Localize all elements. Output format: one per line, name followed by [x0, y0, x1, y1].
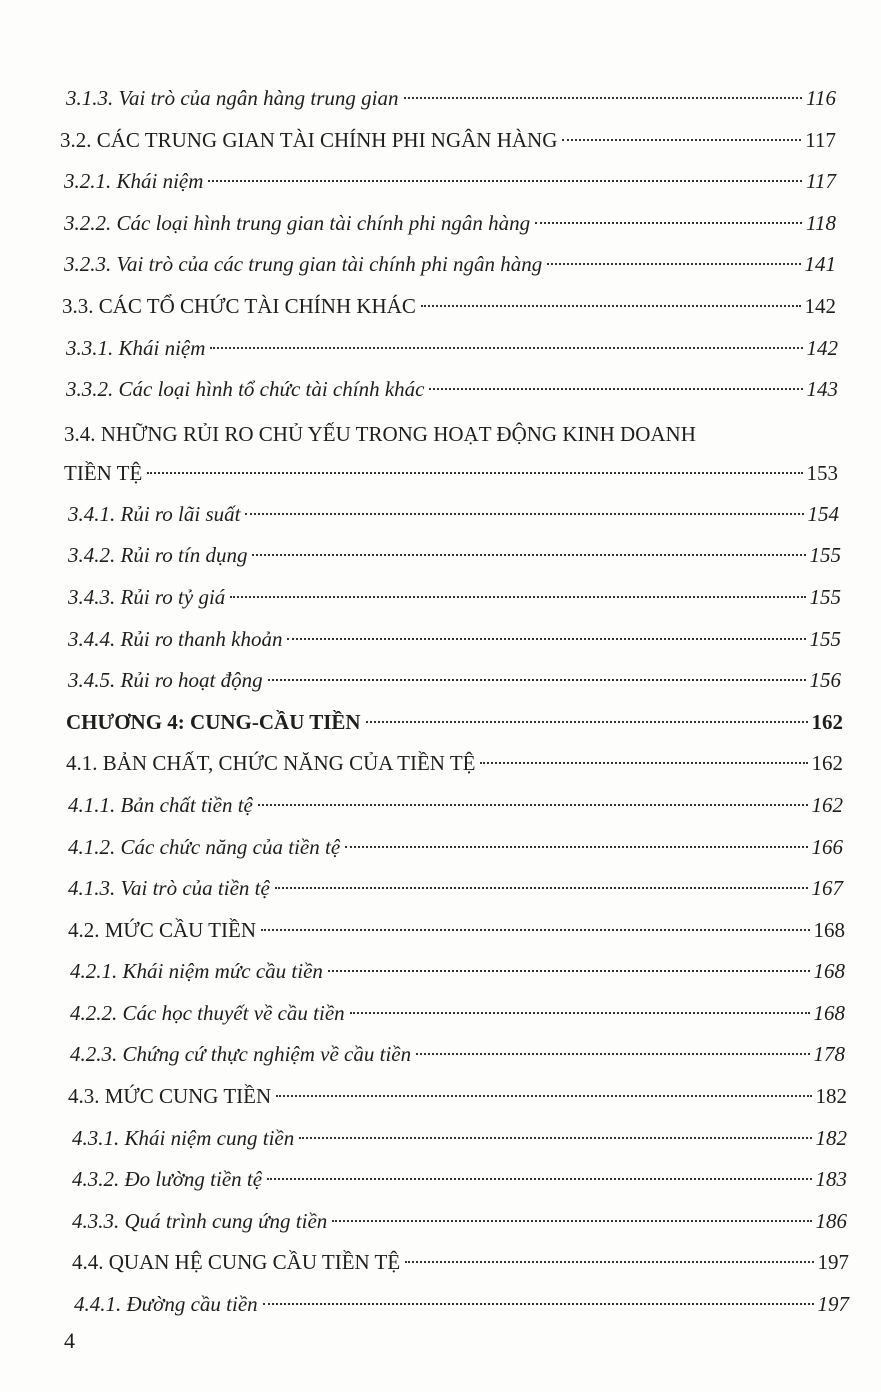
toc-entry-title: 4.2.3. Chứng cứ thực nghiệm về cầu tiền [70, 1042, 412, 1067]
toc-entry-page: 142 [804, 293, 836, 318]
toc-entry-title: 3.3.2. Các loại hình tổ chức tài chính khác [66, 377, 425, 402]
dot-leader [276, 1095, 811, 1097]
toc-entry [0, 910, 881, 952]
toc-entry [0, 328, 881, 370]
toc-entry-page: 168 [813, 917, 845, 942]
page-number: 4 [64, 1328, 75, 1353]
toc-entry [0, 785, 881, 827]
toc-entry-title: 4.3.1. Khái niệm cung tiền [72, 1125, 295, 1150]
toc-entry [0, 993, 881, 1035]
toc-entry-title: 3.4.2. Rủi ro tín dụng [68, 543, 248, 568]
dot-leader [299, 1137, 811, 1139]
toc-entry-title: 4.1.1. Bản chất tiền tệ [68, 792, 253, 817]
toc-entry [0, 535, 881, 577]
toc-entry-page: 167 [811, 876, 843, 901]
dot-leader [405, 1261, 813, 1263]
toc-entry-page: 168 [813, 959, 845, 984]
toc-entry-title: 4.1.3. Vai trò của tiền tệ [68, 876, 270, 901]
toc-entry-page: 155 [809, 584, 841, 609]
toc-entry-page: 182 [815, 1125, 847, 1150]
toc-entry-title: 4.4. QUAN HỆ CUNG CẦU TIỀN TỆ [72, 1250, 401, 1275]
toc-entry [0, 868, 881, 910]
toc-entry-page: 141 [804, 252, 836, 277]
toc-entry-page: 118 [806, 210, 836, 235]
toc-entry-title: 3.2. CÁC TRUNG GIAN TÀI CHÍNH PHI NGÂN HÀNG [60, 127, 558, 152]
toc-entry [0, 1159, 881, 1201]
toc-entry-page: 155 [809, 626, 841, 651]
toc-entry-page: 178 [813, 1042, 845, 1067]
dot-leader [210, 347, 802, 349]
toc-entry-page: 143 [806, 377, 838, 402]
dot-leader [208, 180, 802, 182]
toc-entry [0, 161, 881, 203]
toc-entry-title: 4.2.2. Các học thuyết về cầu tiền [70, 1000, 345, 1025]
toc-entry [0, 1034, 881, 1076]
dot-leader [366, 721, 808, 723]
toc-entry [0, 1076, 881, 1118]
toc-entry-title: 4.2.1. Khái niệm mức cầu tiền [70, 959, 323, 984]
toc-entry-page: 116 [806, 86, 836, 110]
dot-leader [480, 762, 807, 764]
toc-entry [0, 577, 881, 619]
toc-entry-page: 162 [811, 792, 843, 817]
toc-entry-title: 4.4.1. Đường cầu tiền [74, 1292, 258, 1317]
dot-leader [547, 263, 800, 265]
toc-entry [0, 660, 881, 702]
dot-leader [332, 1220, 811, 1222]
toc-entry [0, 1242, 881, 1284]
toc-entry-title: 3.4.5. Rủi ro hoạt động [68, 668, 263, 693]
dot-leader [328, 970, 810, 972]
toc-entry-page: 186 [815, 1208, 847, 1233]
toc-entry-title: 3.3. CÁC TỔ CHỨC TÀI CHÍNH KHÁC [62, 293, 416, 318]
dot-leader [230, 596, 805, 598]
dot-leader [261, 929, 810, 931]
dot-leader [429, 388, 802, 390]
dot-leader [350, 1012, 810, 1014]
toc-entry [0, 494, 881, 536]
dot-leader [562, 139, 801, 141]
toc-entry [0, 951, 881, 993]
dot-leader [535, 222, 802, 224]
toc-entry-chapter [0, 702, 881, 744]
toc-entry-wrapped [0, 411, 881, 494]
toc-entry [0, 827, 881, 869]
toc-entry-page: 182 [815, 1084, 847, 1109]
toc-entry-page: 168 [813, 1000, 845, 1025]
dot-leader [263, 1303, 814, 1305]
toc-entry-page: 183 [815, 1167, 847, 1192]
toc-entry-title: 4.3.3. Quá trình cung ứng tiền [72, 1208, 328, 1233]
toc-entry-title: 3.4.4. Rủi ro thanh khoản [68, 626, 283, 651]
toc-entry-page: 117 [806, 169, 836, 194]
toc-entry-page: 197 [817, 1250, 849, 1275]
dot-leader [268, 679, 806, 681]
toc-entry-title: 3.4.3. Rủi ro tỷ giá [68, 584, 226, 609]
toc-entry-title: CHƯƠNG 4: CUNG-CẦU TIỀN [66, 709, 361, 734]
table-of-contents [0, 78, 881, 1326]
dot-leader [245, 513, 803, 515]
toc-entry-page: 142 [806, 335, 838, 360]
dot-leader [258, 804, 808, 806]
dot-leader [252, 554, 805, 556]
dot-leader [267, 1178, 811, 1180]
toc-entry [0, 286, 881, 328]
toc-entry-title: 3.4.1. Rủi ro lãi suất [68, 501, 241, 526]
toc-entry-title: 3.1.3. Vai trò của ngân hàng trung gian [66, 86, 399, 110]
toc-entry-page: 155 [809, 543, 841, 568]
toc-entry-title-continued: TIỀN TỆ [64, 460, 143, 485]
toc-entry-title: 3.2.1. Khái niệm [64, 169, 204, 194]
toc-entry [0, 743, 881, 785]
dot-leader [404, 97, 803, 99]
dot-leader [345, 846, 807, 848]
toc-entry-title: 4.1.2. Các chức năng của tiền tệ [68, 834, 341, 859]
toc-entry [0, 244, 881, 286]
toc-entry-title: 4.2. MỨC CẦU TIỀN [68, 917, 256, 942]
toc-entry-page: 166 [811, 834, 843, 859]
toc-entry-title: 3.2.3. Vai trò của các trung gian tài chính phi ngân hàng [64, 252, 543, 277]
dot-leader [287, 638, 805, 640]
toc-entry [0, 369, 881, 411]
dot-leader [275, 887, 808, 889]
toc-entry [0, 120, 881, 162]
toc-entry [0, 1201, 881, 1243]
dot-leader [147, 472, 802, 474]
toc-entry-title: 3.2.2. Các loại hình trung gian tài chính phi ngân hàng [64, 210, 531, 235]
toc-entry-page: 154 [807, 501, 839, 526]
toc-entry-title: 3.4. NHỮNG RỦI RO CHỦ YẾU TRONG HOẠT ĐỘNG KINH DOANH [64, 421, 696, 446]
toc-entry-page: 153 [806, 460, 838, 485]
toc-entry-title: 4.3.2. Đo lường tiền tệ [72, 1167, 263, 1192]
toc-entry [0, 1284, 881, 1326]
toc-entry-page: 162 [811, 751, 843, 776]
toc-entry [0, 619, 881, 661]
toc-entry [0, 1118, 881, 1160]
toc-entry [0, 78, 881, 120]
toc-entry-title: 3.3.1. Khái niệm [66, 335, 206, 360]
toc-entry-page: 162 [811, 709, 843, 734]
toc-entry-page: 156 [809, 668, 841, 693]
toc-entry-title: 4.1. BẢN CHẤT, CHỨC NĂNG CỦA TIỀN TỆ [66, 751, 476, 776]
toc-entry [0, 203, 881, 245]
dot-leader [416, 1053, 809, 1055]
toc-entry-title: 4.3. MỨC CUNG TIỀN [68, 1084, 272, 1109]
toc-entry-page: 117 [805, 127, 836, 152]
dot-leader [421, 305, 801, 307]
toc-entry-page: 197 [817, 1292, 849, 1317]
